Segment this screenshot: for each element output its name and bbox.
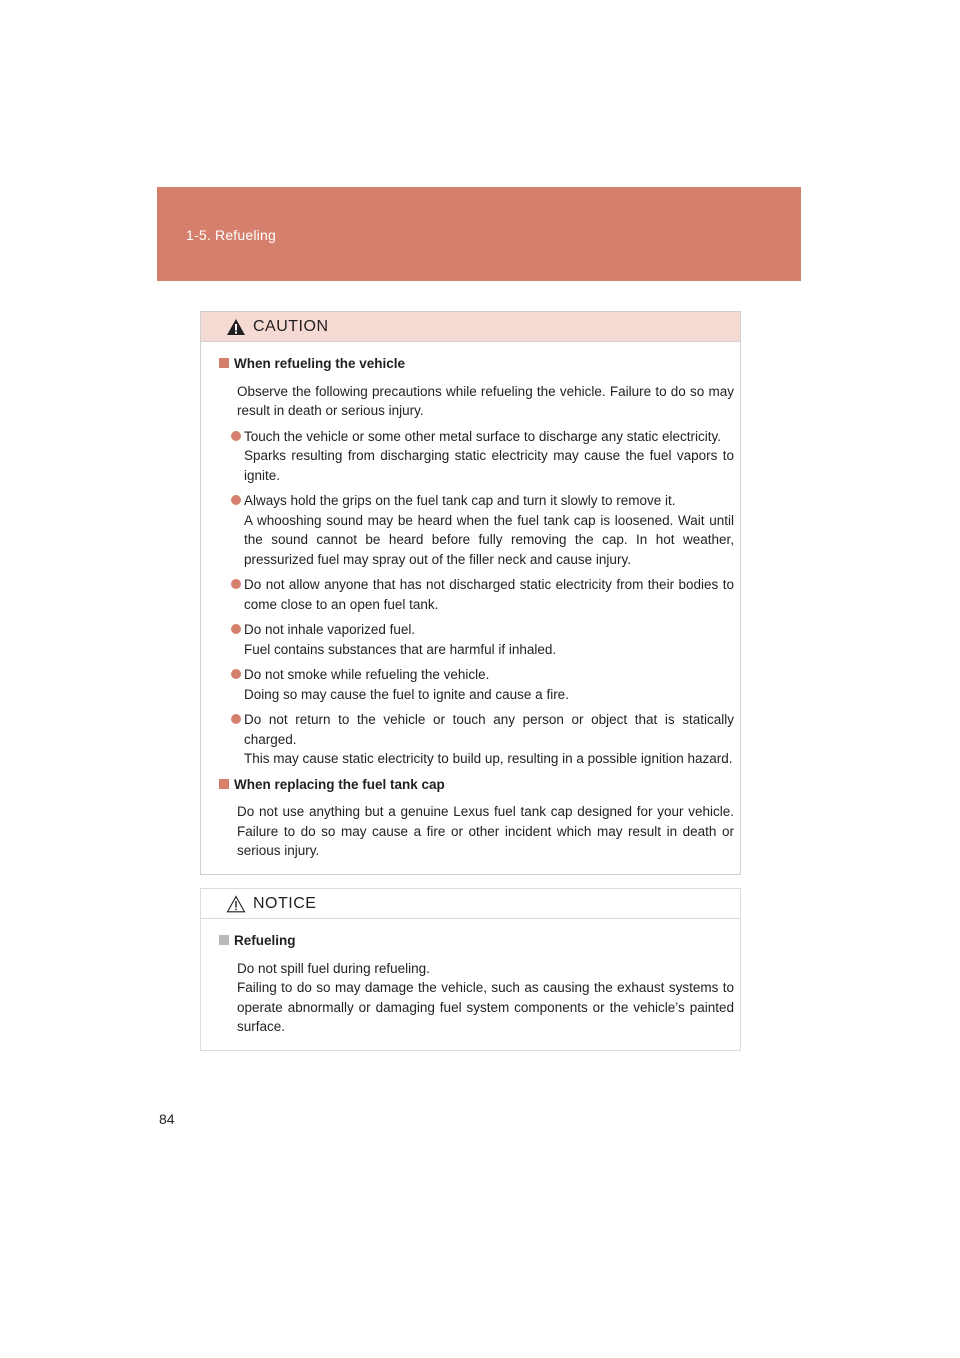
- caution-box: [200, 311, 741, 875]
- list-item: Always hold the grips on the fuel tank cap and turn it slowly to remove it. A whooshing sound may be heard when the fuel tank cap is loosened. Wait until the sound cannot be heard before fully removing the cap. In hot weather, pressurized fuel may spray out of the filler neck and cause injury.: [219, 491, 734, 569]
- square-bullet-icon: [219, 935, 229, 945]
- caution-heading-fuel-cap: When replacing the fuel tank cap: [219, 775, 734, 795]
- notice-title: NOTICE: [253, 894, 317, 912]
- section-title: 1-5. Refueling: [186, 227, 276, 243]
- notice-box: [200, 888, 741, 1051]
- caution-intro: Observe the following precautions while refueling the vehicle. Failure to do so may result in death or serious injury.: [237, 383, 734, 418]
- notice-heading: Refueling: [219, 931, 734, 951]
- caution-heading-refueling: When refueling the vehicle: [219, 354, 734, 374]
- square-bullet-icon: [219, 358, 229, 368]
- square-bullet-icon: [219, 779, 229, 789]
- list-item: Do not return to the vehicle or touch any person or object that is statically charged. This may cause static electricity to build up, resulting in a possible ignition hazard.: [219, 710, 734, 769]
- bullet-dot-icon: [231, 431, 241, 441]
- list-item: Do not smoke while refueling the vehicle. Doing so may cause the fuel to ignite and cause a fire.: [219, 665, 734, 704]
- list-item: Touch the vehicle or some other metal surface to discharge any static electricity. Sparks resulting from discharging static electricity may cause the fuel vapors to ignite.: [219, 427, 734, 486]
- list-item: Do not inhale vaporized fuel. Fuel contains substances that are harmful if inhaled.: [219, 620, 734, 659]
- bullet-dot-icon: [231, 579, 241, 589]
- caution-header: [201, 312, 740, 342]
- bullet-dot-icon: [231, 495, 241, 505]
- notice-body: [201, 919, 740, 1037]
- notice-line: Failing to do so may damage the vehicle, such as causing the exhaust systems to operate abnormally or damaging fuel system components or the vehicle’s painted surface.: [237, 980, 734, 1034]
- bullet-dot-icon: [231, 669, 241, 679]
- bullet-dot-icon: [231, 624, 241, 634]
- warning-triangle-outline-icon: [226, 895, 246, 913]
- header-band: [157, 187, 801, 281]
- bullet-dot-icon: [231, 714, 241, 724]
- warning-triangle-icon: [226, 318, 246, 336]
- caution-body: [201, 342, 740, 861]
- notice-line: Do not spill fuel during refueling.: [237, 960, 430, 976]
- page-number: 84: [159, 1111, 175, 1127]
- list-item: Do not allow anyone that has not discharged static electricity from their bodies to come close to an open fuel tank.: [219, 575, 734, 614]
- caution-title: CAUTION: [253, 317, 329, 335]
- caution-fuel-cap-text: Do not use anything but a genuine Lexus fuel tank cap designed for your vehicle. Failure to do so may cause a fire or other incident which may result in death or serious injury.: [237, 804, 734, 858]
- notice-header: [201, 889, 740, 919]
